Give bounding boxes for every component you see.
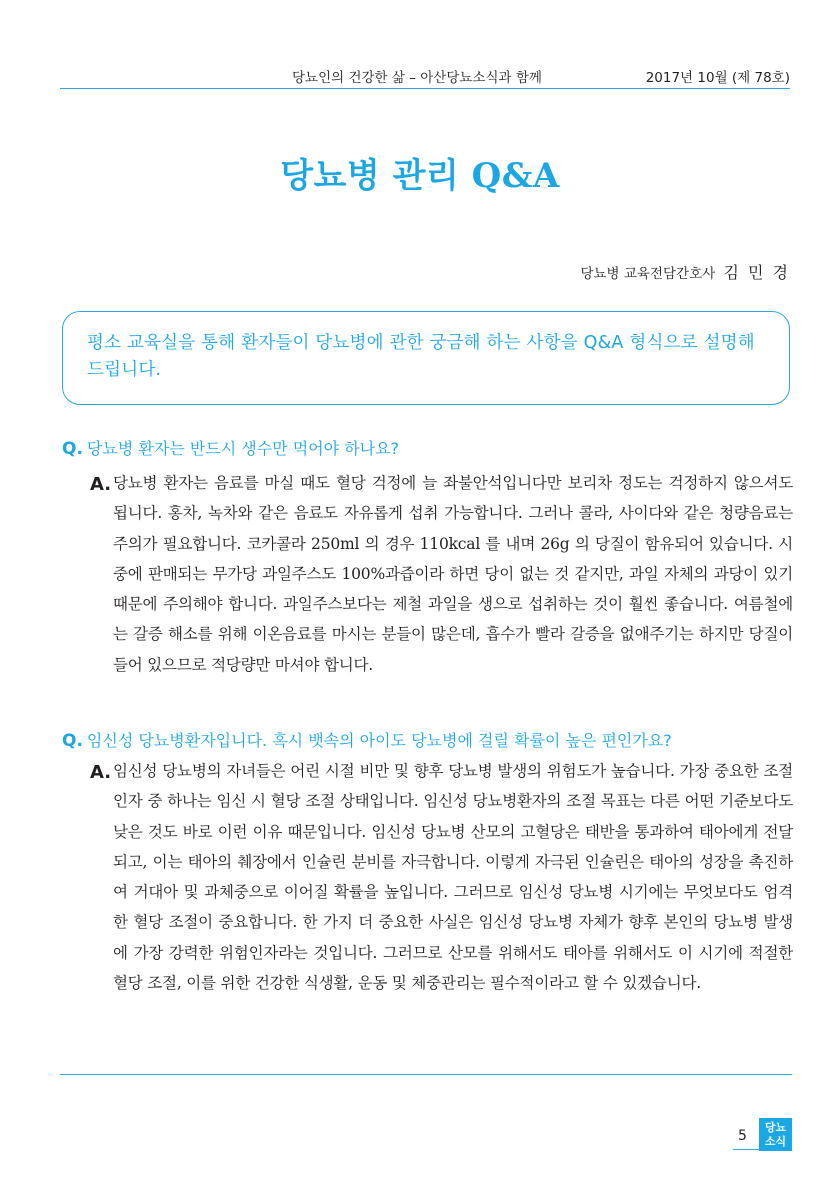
- answer-mark: A.: [90, 474, 112, 495]
- answer-1-text: 당뇨병 환자는 음료를 마실 때도 혈당 걱정에 늘 좌불안석입니다만 보리차 정도는 걱정하지 않으셔도 됩니다. 홍차, 녹차와 같은 음료도 자유롭게 섭취 가능합니다. 그러나 콜라, 사이다와 같은 청량음료는 주의가 필요합니다. 코카콜라 250ml 의 경우 110kcal 를 내며 26g 의 당질이 함유되어 있습니다. 시중에 판매되는 무가당 과일주스도 100%과즙이라 하면 당이 없는 것 같지만, 과일 자체의 과당이 있기 때문에 주의해야 합니다. 과일주스보다는 제철 과일을 생으로 섭취하는 것이 훨씬 좋습니다. 여름철에는 갈증 해소를 위해 이온음료를 마시는 분들이 많은데, 흡수가 빨라 갈증을 없애주기는 하지만 당질이 들어 있으므로 적당량만 마셔야 합니다.: [113, 474, 793, 674]
- intro-text: 평소 교육실을 통해 환자들이 당뇨병에 관한 궁금해 하는 사항을 Q&A 형식으로 설명해 드립니다.: [87, 333, 755, 380]
- question-1: [62, 436, 399, 459]
- footer-divider: [60, 1074, 792, 1075]
- issue-date: 2017년 10월 (제 78호): [645, 70, 790, 86]
- intro-box: [62, 311, 790, 405]
- question-mark: Q.: [62, 731, 83, 751]
- publication-title: 당뇨인의 건강한 삶 – 아산당뇨소식과 함께: [292, 70, 542, 86]
- author-line: [580, 260, 790, 283]
- author-name: 김 민 경: [723, 263, 790, 282]
- badge-line-1: 당뇨: [764, 1121, 787, 1134]
- badge-line-2: 소식: [764, 1135, 787, 1148]
- question-mark: Q.: [62, 439, 83, 459]
- page-header: [60, 66, 790, 89]
- answer-mark: A.: [90, 762, 112, 783]
- question-text: 임신성 당뇨병환자입니다. 혹시 뱃속의 아이도 당뇨병에 걸릴 확률이 높은 편인가요?: [86, 731, 672, 750]
- question-2: [62, 728, 672, 751]
- page-number: 5: [738, 1128, 747, 1144]
- answer-2-text: 임신성 당뇨병의 자녀들은 어린 시절 비만 및 향후 당뇨병 발생의 위험도가 높습니다. 가장 중요한 조절 인자 중 하나는 임신 시 혈당 조절 상태입니다. 임신성 당뇨병환자의 조절 목표는 다른 어떤 기준보다도 낮은 것도 바로 이런 이유 때문입니다. 임신성 당뇨병 산모의 고혈당은 태반을 통과하여 태아에게 전달되고, 이는 태아의 췌장에서 인슐린 분비를 자극합니다. 이렇게 자극된 인슐린은 태아의 성장을 촉진하여 거대아 및 과체중으로 이어질 확률을 높입니다. 그러므로 임신성 당뇨병 시기에는 무엇보다도 엄격한 혈당 조절이 중요합니다. 한 가지 더 중요한 사실은 임신성 당뇨병 자체가 향후 본인의 당뇨병 발생에 가장 강력한 위험인자라는 것입니다. 그러므로 산모를 위해서도 태아를 위해서도 이 시기에 적절한 혈당 조절, 이를 위한 건강한 식생활, 운동 및 체중관리는 필수적이라고 할 수 있겠습니다.: [113, 762, 793, 993]
- author-role: 당뇨병 교육전담간호사: [580, 266, 716, 282]
- page-number-underline: [733, 1149, 759, 1150]
- newsletter-badge: [759, 1118, 792, 1151]
- question-text: 당뇨병 환자는 반드시 생수만 먹어야 하나요?: [86, 439, 400, 458]
- article-title: 당뇨병 관리 Q&A: [280, 156, 560, 196]
